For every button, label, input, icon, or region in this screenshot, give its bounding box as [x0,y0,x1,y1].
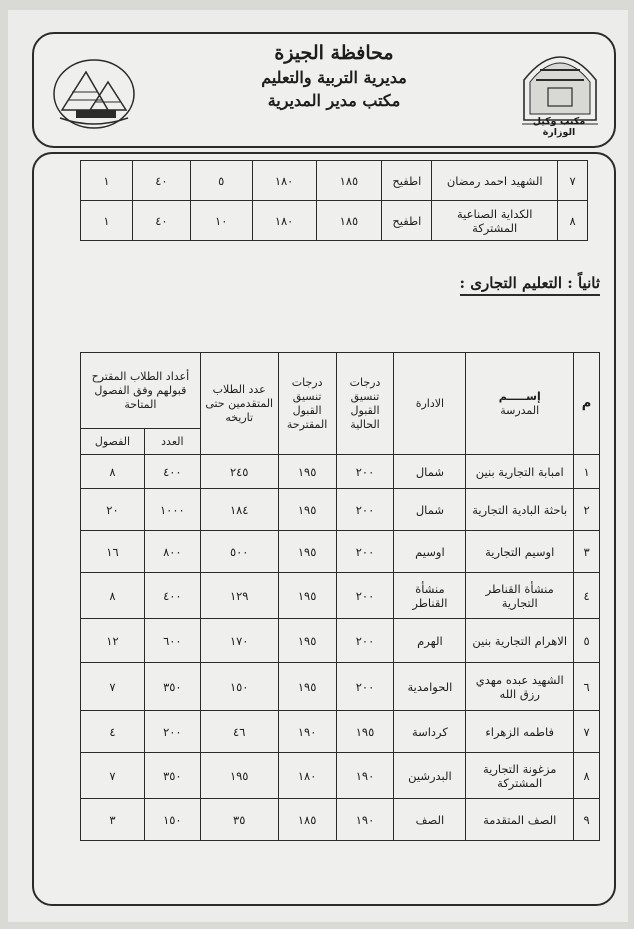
classes-count: ٤ [81,711,145,753]
current-grade: ١٨٥ [316,161,382,201]
governorate-name: محافظة الجيزة [274,42,394,64]
applicants-count: ١٧٠ [200,619,278,663]
table-row [81,161,588,201]
current-grade: ١٩٠ [336,799,394,841]
header-capacity: أعداد الطلاب المقترح قبولهم وفق الفصول المتاحة [81,353,201,429]
row-number: ٦ [574,663,600,711]
applicants-count: ٤٦ [200,711,278,753]
school-name: الشهيد عبده مهدي رزق الله [466,663,574,711]
document-page [8,10,628,922]
school-name: فاطمه الزهراء [466,711,574,753]
applicants-count: ٥ [190,161,252,201]
header-administration: الادارة [394,353,466,455]
header-count: العدد [144,429,200,455]
applicants-count: ٣٥ [200,799,278,841]
administration: الصف [394,799,466,841]
capacity-count: ٦٠٠ [144,619,200,663]
current-grade: ٢٠٠ [336,619,394,663]
current-grade: ١٨٥ [316,201,382,241]
classes-count: ٧ [81,663,145,711]
administration: اطفيح [382,161,432,201]
header-applicants: عدد الطلاب المتقدمين حتى تاريخه [200,353,278,455]
office-name: مكتب مدير المديرية [267,91,401,110]
section-title-commercial: ثانياً : التعليم التجارى : [460,274,600,296]
school-name: الشهيد احمد رمضان [432,161,558,201]
capacity-count: ١٥٠ [144,799,200,841]
current-grade: ٢٠٠ [336,531,394,573]
administration: البدرشين [394,753,466,799]
proposed-grade: ١٨٠ [278,753,336,799]
administration: كرداسة [394,711,466,753]
current-grade: ٢٠٠ [336,663,394,711]
header-number: م [574,353,600,455]
table-row [81,531,600,573]
table-row [81,619,600,663]
capacity-count: ٣٥٠ [144,753,200,799]
row-number: ٢ [574,489,600,531]
industrial-schools-table-continued [80,160,588,241]
seal-caption: مكتب وكيل الوزارة [532,116,586,138]
proposed-grade: ١٩٥ [278,663,336,711]
table-row [81,489,600,531]
capacity-count: ٤٠٠ [144,573,200,619]
administration: منشأة القناطر [394,573,466,619]
current-grade: ٢٠٠ [336,489,394,531]
classes-count: ١ [81,201,133,241]
row-number: ٣ [574,531,600,573]
capacity-count: ٢٠٠ [144,711,200,753]
capacity-count: ١٠٠٠ [144,489,200,531]
applicants-count: ١٩٥ [200,753,278,799]
row-number: ٥ [574,619,600,663]
capacity-count: ٣٥٠ [144,663,200,711]
header-proposed-grade: درجات تنسيق القبول المقترحة [278,353,336,455]
school-name: الصف المتقدمة [466,799,574,841]
applicants-count: ١٢٩ [200,573,278,619]
school-name: اوسيم التجارية [466,531,574,573]
administration: شمال [394,455,466,489]
proposed-grade: ١٨٥ [278,799,336,841]
table-row [81,753,600,799]
classes-count: ١٦ [81,531,145,573]
row-number: ٤ [574,573,600,619]
classes-count: ٨ [81,455,145,489]
row-number: ١ [574,455,600,489]
administration: شمال [394,489,466,531]
proposed-grade: ١٩٠ [278,711,336,753]
proposed-grade: ١٩٥ [278,489,336,531]
content-frame [32,152,616,906]
school-name: باحثة البادية التجارية [466,489,574,531]
classes-count: ٢٠ [81,489,145,531]
table-row [81,711,600,753]
header-school-top: إســـــم [498,389,541,403]
current-grade: ١٩٠ [336,753,394,799]
applicants-count: ١٥٠ [200,663,278,711]
header-row [81,353,600,429]
directorate-name: مديرية التربية والتعليم [261,68,407,87]
applicants-count: ٢٤٥ [200,455,278,489]
header-school-bottom: المدرسة [500,403,540,417]
classes-count: ١٢ [81,619,145,663]
school-name: الاهرام التجارية بنين [466,619,574,663]
table-row [81,573,600,619]
applicants-count: ١٠ [190,201,252,241]
proposed-grade: ١٩٥ [278,455,336,489]
proposed-grade: ١٨٠ [252,161,316,201]
row-number: ٨ [558,201,588,241]
current-grade: ٢٠٠ [336,573,394,619]
row-number: ٧ [574,711,600,753]
current-grade: ٢٠٠ [336,455,394,489]
proposed-grade: ١٩٥ [278,619,336,663]
table-row [81,799,600,841]
letterhead-text [164,42,504,110]
classes-count: ٧ [81,753,145,799]
capacity-count: ٤٠٠ [144,455,200,489]
row-number: ٩ [574,799,600,841]
administration: اطفيح [382,201,432,241]
table-row [81,455,600,489]
school-name: امبابة التجارية بنين [466,455,574,489]
classes-count: ١ [81,161,133,201]
classes-count: ٨ [81,573,145,619]
commercial-schools-table [80,352,600,841]
pyramids-logo-icon [50,44,138,132]
proposed-grade: ١٨٠ [252,201,316,241]
administration: الحوامدية [394,663,466,711]
proposed-grade: ١٩٥ [278,531,336,573]
proposed-grade: ١٩٥ [278,573,336,619]
letterhead [32,32,616,148]
school-name: الكداية الصناعية المشتركة [432,201,558,241]
administration: اوسيم [394,531,466,573]
applicants-count: ٥٠٠ [200,531,278,573]
capacity-count: ٤٠ [132,201,190,241]
row-number: ٧ [558,161,588,201]
applicants-count: ١٨٤ [200,489,278,531]
row-number: ٨ [574,753,600,799]
capacity-count: ٤٠ [132,161,190,201]
current-grade: ١٩٥ [336,711,394,753]
header-school [466,353,574,455]
classes-count: ٣ [81,799,145,841]
header-classes: الفصول [81,429,145,455]
capacity-count: ٨٠٠ [144,531,200,573]
header-current-grade: درجات تنسيق القبول الحالية [336,353,394,455]
table-row [81,201,588,241]
school-name: منشأة القناطر التجارية [466,573,574,619]
table-row [81,663,600,711]
administration: الهرم [394,619,466,663]
school-name: مزغونة التجارية المشتركة [466,753,574,799]
